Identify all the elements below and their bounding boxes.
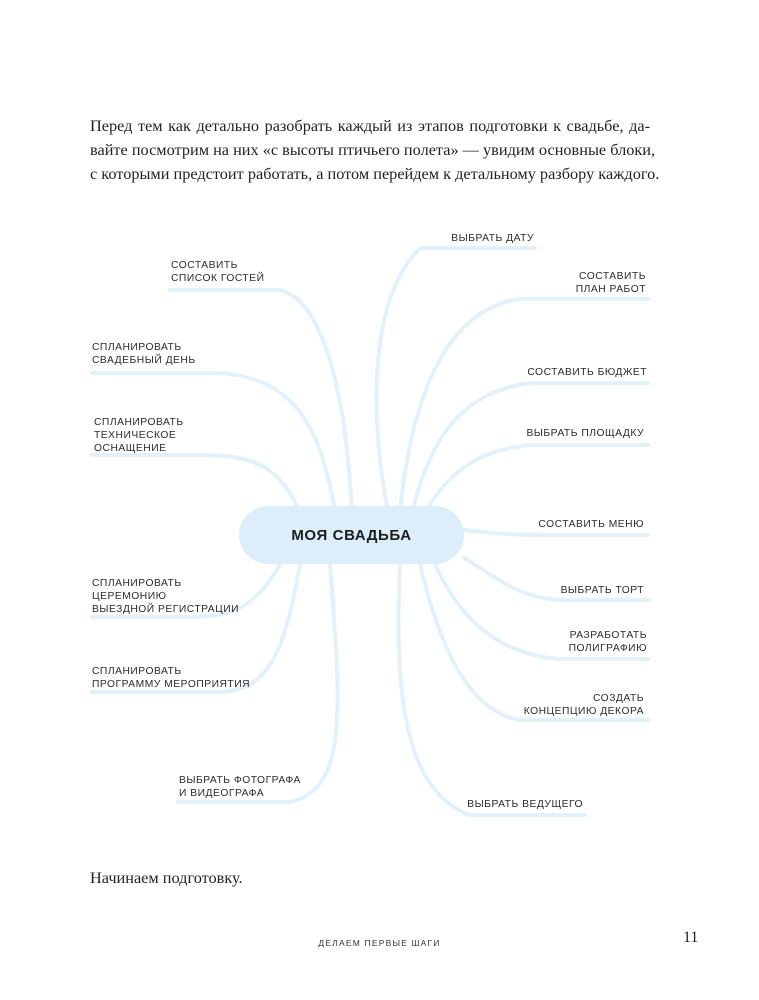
node-veduschego: ВЫБРАТЬ ВЕДУЩЕГО bbox=[467, 799, 583, 810]
node-dekor: СОЗДАТЬ КОНЦЕПЦИЮ ДЕКОРА bbox=[523, 693, 644, 717]
node-programmu: СПЛАНИРОВАТЬ ПРОГРАММУ МЕРОПРИЯТИЯ bbox=[92, 666, 251, 690]
node-fotografa: ВЫБРАТЬ ФОТОГРАФА И ВИДЕОГРАФА bbox=[179, 775, 301, 799]
node-svadebny-den: СПЛАНИРОВАТЬ СВАДЕБНЫЙ ДЕНЬ bbox=[92, 342, 196, 366]
intro-line: Перед тем как детально разобрать каждый из этапов подготовки к свадьбе, да- bbox=[90, 116, 650, 135]
node-vybrat-datu: ВЫБРАТЬ ДАТУ bbox=[451, 233, 534, 244]
center-node: МОЯ СВАДЬБА bbox=[239, 506, 464, 564]
running-footer: ДЕЛАЕМ ПЕРВЫЕ ШАГИ bbox=[318, 938, 441, 948]
node-osnashchenie: СПЛАНИРОВАТЬ ТЕХНИЧЕСКОЕ ОСНАЩЕНИЕ bbox=[94, 417, 184, 454]
branch-ploshchadku bbox=[425, 445, 648, 512]
node-ploshchadku: ВЫБРАТЬ ПЛОЩАДКУ bbox=[526, 428, 644, 439]
node-menyu: СОСТАВИТЬ МЕНЮ bbox=[538, 519, 644, 530]
intro-line: с которыми предстоит работать, а потом перейдем к детальному разбору каждого. bbox=[90, 164, 660, 183]
outro-text: Начинаем подготовку. bbox=[90, 868, 243, 887]
node-ceremoniyu: СПЛАНИРОВАТЬ ЦЕРЕМОНИЮ ВЫЕЗДНОЙ РЕГИСТРАЦИИ bbox=[92, 578, 240, 615]
node-tort: ВЫБРАТЬ ТОРТ bbox=[560, 585, 644, 596]
branch-gostey bbox=[170, 290, 352, 512]
node-plan-rabot: СОСТАВИТЬ ПЛАН РАБОТ bbox=[575, 271, 646, 295]
branch-byudzhet bbox=[412, 383, 648, 512]
intro-line: вайте посмотрим на них «с высоты птичьего полета» — увидим основные блоки, bbox=[90, 140, 656, 159]
node-byudzhet: СОСТАВИТЬ БЮДЖЕТ bbox=[527, 367, 647, 378]
page-number: 11 bbox=[683, 929, 699, 946]
branch-plan-rabot bbox=[400, 299, 648, 512]
branch-osnashchenie bbox=[92, 455, 300, 512]
node-gostey: СОСТАВИТЬ СПИСОК ГОСТЕЙ bbox=[171, 260, 265, 284]
node-poligrafiyu: РАЗРАБОТАТЬ ПОЛИГРАФИЮ bbox=[568, 630, 647, 654]
